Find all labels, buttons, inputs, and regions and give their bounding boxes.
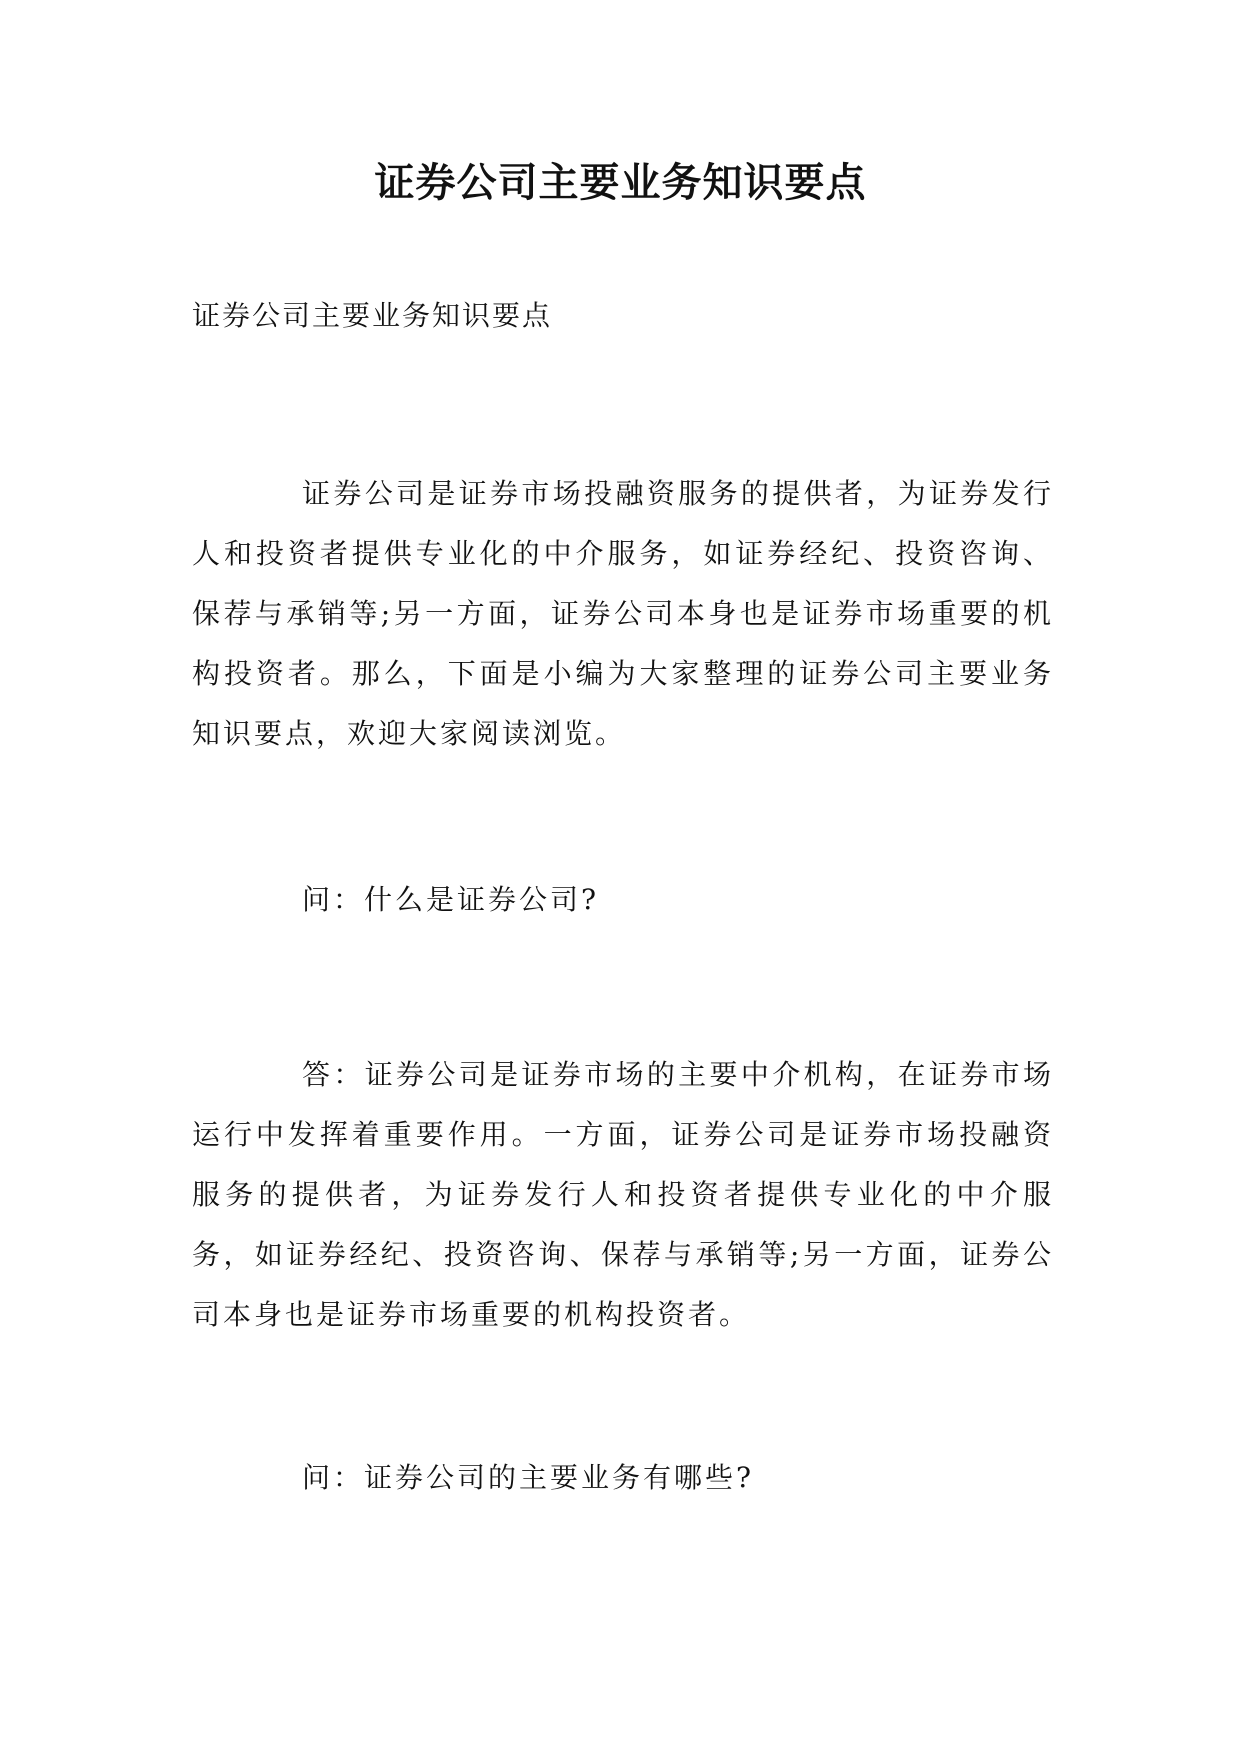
document-title: 证券公司主要业务知识要点: [374, 160, 867, 206]
document-subtitle: 证券公司主要业务知识要点: [192, 299, 553, 332]
answer-1: 答：证券公司是证券市场的主要中介机构，在证券市场运行中发挥着重要作用。一方面，证券公司是证券市场投融资服务的提供者，为证券发行人和投资者提供专业化的中介服务，如证券经纪、投资咨询、保荐与承销等;另一方面，证券公司本身也是证券市场重要的机构投资者。: [192, 1058, 1054, 1331]
question-2: 问：证券公司的主要业务有哪些?: [302, 1461, 755, 1494]
question-1: 问：什么是证券公司?: [302, 883, 600, 916]
intro-paragraph: 证券公司是证券市场投融资服务的提供者，为证券发行人和投资者提供专业化的中介服务，如证券经纪、投资咨询、保荐与承销等;另一方面，证券公司本身也是证券市场重要的机构投资者。那么，下面是小编为大家整理的证券公司主要业务知识要点，欢迎大家阅读浏览。: [192, 477, 1054, 750]
